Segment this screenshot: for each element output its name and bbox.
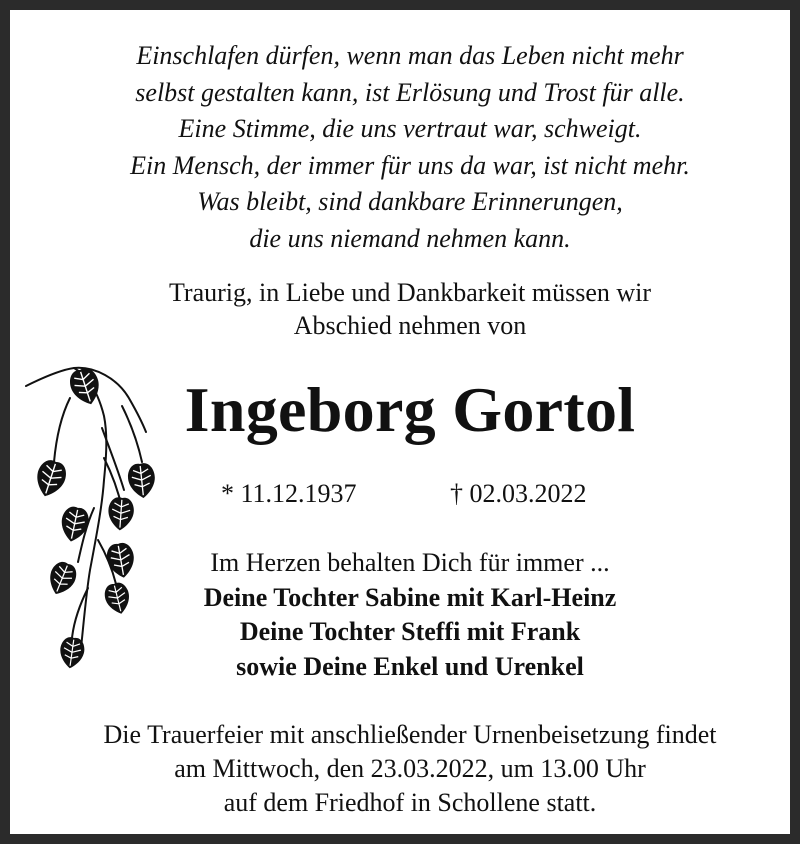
family-member: Deine Tochter Sabine mit Karl-Heinz [203,582,617,612]
birth-date: * 11.12.1937 [221,479,357,508]
ceremony-line: am Mittwoch, den 23.03.2022, um 13.00 Uhr [174,754,646,783]
ceremony-line: auf dem Friedhof in Schollene statt. [223,788,597,817]
farewell-intro [20,276,800,342]
ceremony-line: Die Trauerfeier mit anschließender Urnenbeisetzung findet [103,720,717,749]
family-lead: Im Herzen behalten Dich für immer ... [210,548,610,577]
poem-line: selbst gestalten kann, ist Erlösung und Trost für alle. [135,77,685,107]
poem-line: Was bleibt, sind dankbare Erinnerungen, [197,187,623,216]
intro-line: Traurig, in Liebe und Dankbarkeit müssen wir [168,278,652,307]
poem-verse [20,38,800,257]
family-member: Deine Tochter Steffi mit Frank [239,617,581,646]
family-member: sowie Deine Enkel und Urenkel [236,651,584,681]
poem-line: die uns niemand nehmen kann. [249,223,571,253]
death-date: † 02.03.2022 [450,479,587,508]
family-signature [20,546,800,684]
intro-line: Abschied nehmen von [293,311,527,340]
deceased-name: Ingeborg Gortol [184,374,636,445]
poem-line: Ein Mensch, der immer für uns da war, ist nicht mehr. [130,150,690,180]
ceremony-notice [20,718,800,820]
poem-line: Eine Stimme, die uns vertraut war, schweigt. [178,114,642,143]
poem-line: Einschlafen dürfen, wenn man das Leben nicht mehr [136,41,684,70]
